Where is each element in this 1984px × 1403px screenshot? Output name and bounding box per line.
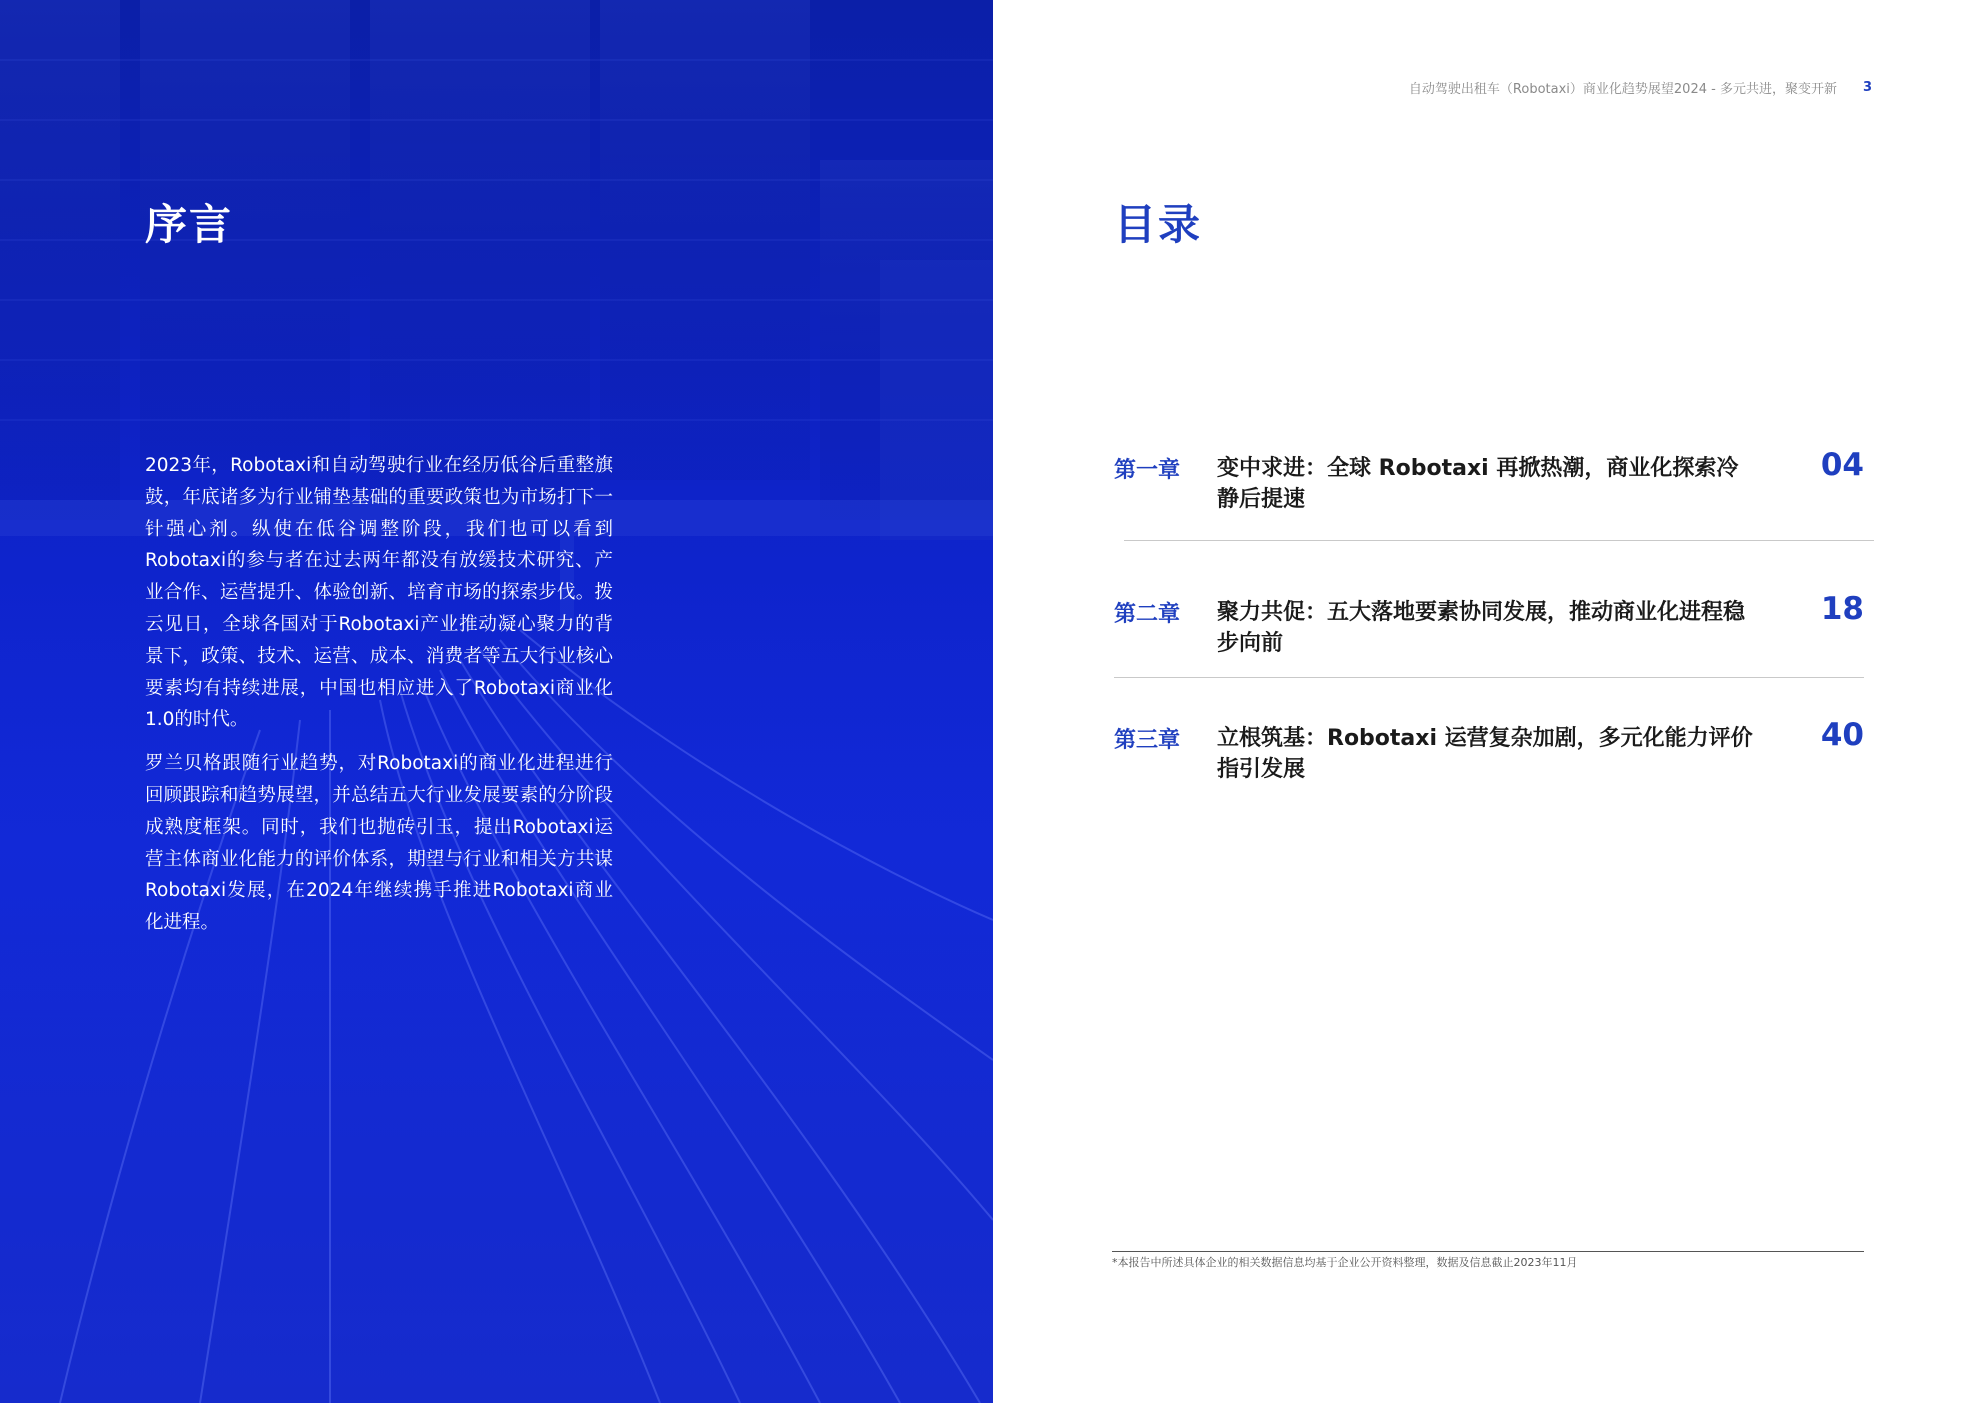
preface-paragraph: 2023年，Robotaxi和自动驾驶行业在经历低谷后重整旗鼓，年底诸多为行业铺垫基础的重要政策也为市场打下一针强心剂。纵使在低谷调整阶段，我们也可以看到Robotaxi的参与者在过去两年都没有放缓技术研究、产业合作、运营提升、体验创新、培育市场的探索步伐。拨云见日，全球各国对于Robotaxi产业推动凝心聚力的背景下，政策、技术、运营、成本、消费者等五大行业核心要素均有持续进展，中国也相应进入了Robotaxi商业化1.0的时代。 bbox=[145, 455, 613, 731]
footnote-rule bbox=[1112, 1251, 1864, 1252]
toc-divider bbox=[1114, 677, 1864, 678]
contents-panel bbox=[993, 0, 1984, 1403]
toc-chapter-title: 聚力共促：五大落地要素协同发展，推动商业化进程稳步向前 bbox=[1217, 600, 1746, 656]
toc-page-number: 40 bbox=[1820, 717, 1864, 753]
toc-chapter-label: 第一章 bbox=[1114, 458, 1181, 483]
page-number: 3 bbox=[1862, 80, 1872, 95]
preface-body bbox=[145, 450, 613, 951]
preface-title: 序言 bbox=[145, 200, 234, 249]
preface-paragraph: 罗兰贝格跟随行业趋势，对Robotaxi的商业化进程进行回顾跟踪和趋势展望，并总结五大行业发展要素的分阶段成熟度框架。同时，我们也抛砖引玉，提出Robotaxi运营主体商业化能力的评价体系，期望与行业和相关方共谋Robotaxi发展，在2024年继续携手推进Robotaxi商业化进程。 bbox=[145, 753, 613, 934]
toc-page-number: 04 bbox=[1820, 447, 1864, 483]
toc-page-number: 18 bbox=[1820, 591, 1864, 627]
report-title: 自动驾驶出租车（Robotaxi）商业化趋势展望2024 - 多元共进，聚变开新 bbox=[1408, 82, 1837, 97]
toc-chapter-label: 第二章 bbox=[1114, 602, 1181, 627]
running-header bbox=[1409, 78, 1872, 97]
footnote: *本报告中所述具体企业的相关数据信息均基于企业公开资料整理，数据及信息截止2023年11月 bbox=[1112, 1256, 1578, 1269]
toc-divider bbox=[1124, 540, 1874, 541]
toc-chapter-title: 变中求进：全球 Robotaxi 再掀热潮，商业化探索冷静后提速 bbox=[1217, 456, 1739, 512]
toc-chapter-title: 立根筑基：Robotaxi 运营复杂加剧，多元化能力评价指引发展 bbox=[1217, 726, 1753, 782]
toc-chapter-label: 第三章 bbox=[1114, 728, 1181, 753]
contents-title: 目录 bbox=[1114, 200, 1203, 249]
